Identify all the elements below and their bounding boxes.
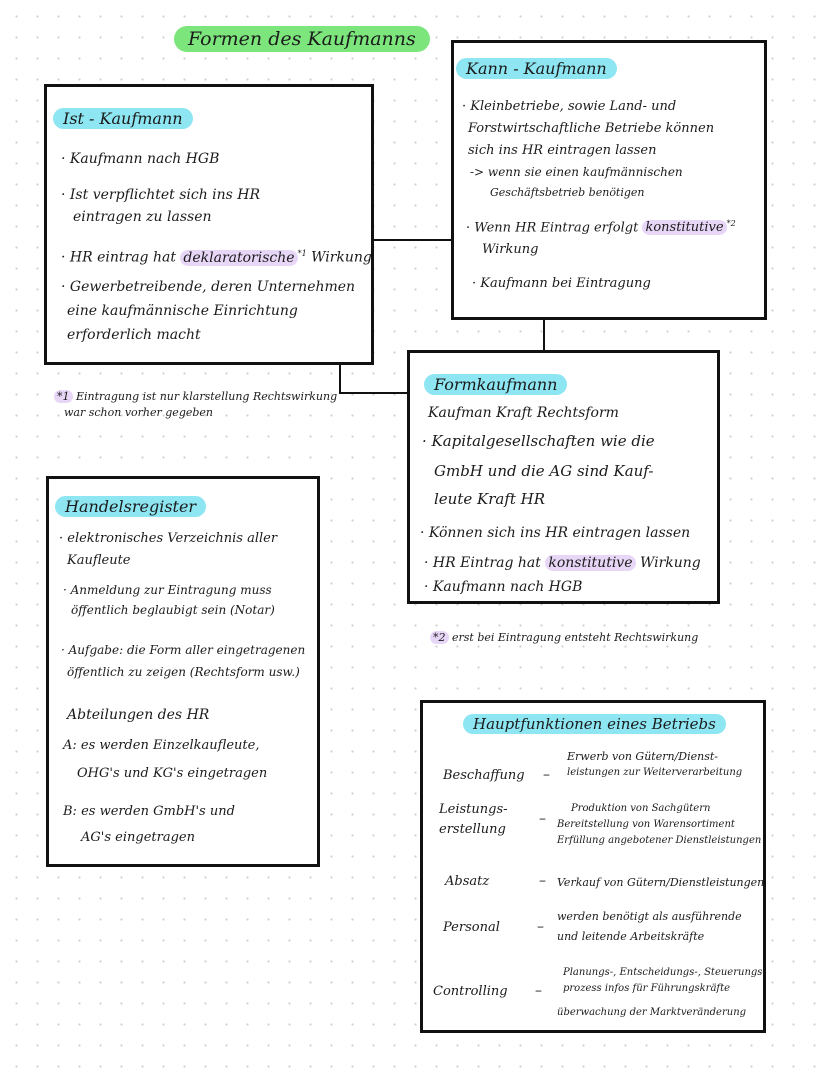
- hr-line-2: Kaufleute: [67, 553, 131, 568]
- func-dash: –: [535, 983, 542, 999]
- form-kaufmann-box: [407, 350, 720, 604]
- hauptfunktionen-box: [420, 700, 766, 1033]
- form-line-7: · Kaufmann nach HGB: [424, 579, 583, 595]
- func-term-leistung-1: Leistungs-: [439, 802, 508, 817]
- func-desc-absatz-1: Verkauf von Gütern/Dienstleistungen: [557, 876, 765, 889]
- hr-line-3: · Anmeldung zur Eintragung muss: [63, 583, 272, 597]
- page-title: Formen des Kaufmanns: [174, 28, 430, 50]
- form-line-2: · Kapitalgesellschaften wie die: [422, 432, 655, 450]
- kann-line-1: · Kleinbetriebe, sowie Land- und: [462, 99, 677, 114]
- hr-line-1: · elektronisches Verzeichnis aller: [59, 531, 278, 546]
- kann-kaufmann-box: [451, 40, 767, 320]
- func-desc-beschaffung-2: leistungen zur Weiterverarbeitung: [567, 767, 743, 778]
- hr-line-10: B: es werden GmbH's und: [63, 804, 235, 819]
- kann-line-6: · Wenn HR Eintrag erfolgt konstitutive $^{*2}$: [466, 219, 736, 236]
- func-dash: –: [543, 767, 550, 783]
- footnote-1-line-2: war schon vorher gegeben: [64, 406, 214, 419]
- ist-kaufmann-heading: Ist - Kaufmann: [53, 109, 193, 128]
- hr-line-8: A: es werden Einzelkaufleute,: [63, 738, 260, 753]
- handelsregister-box: [46, 476, 320, 867]
- hr-line-5: · Aufgabe: die Form aller eingetragenen: [61, 643, 306, 657]
- func-term-beschaffung: Beschaffung: [443, 768, 525, 783]
- func-term-absatz: Absatz: [445, 874, 490, 889]
- hr-line-7: Abteilungen des HR: [67, 707, 210, 723]
- form-line-5: · Können sich ins HR eintragen lassen: [420, 525, 691, 541]
- connector-ist-kann: [372, 239, 453, 241]
- form-line-6: · HR Eintrag hat konstitutive Wirkung: [424, 555, 701, 571]
- kann-line-3: sich ins HR eintragen lassen: [468, 143, 657, 158]
- hr-line-4: öffentlich beglaubigt sein (Notar): [71, 603, 275, 617]
- ist-line-4a: · Gewerbetreibende, deren Unternehmen: [61, 279, 356, 295]
- ist-kaufmann-box: [44, 84, 374, 365]
- kann-line-7: Wirkung: [482, 242, 539, 257]
- func-desc-leistung-3: Erfüllung angebotener Dienstleistungen: [557, 835, 762, 846]
- hr-line-11: AG's eingetragen: [81, 830, 195, 845]
- hauptfunktionen-heading: Hauptfunktionen eines Betriebs: [463, 715, 726, 733]
- ist-line-3: · HR eintrag hat deklaratorische $^{*1}$ Wirkung: [61, 249, 372, 266]
- func-desc-beschaffung-1: Erwerb von Gütern/Dienst-: [567, 750, 718, 763]
- func-term-leistung-2: erstellung: [439, 822, 506, 837]
- ist-line-2a: · Ist verpflichtet sich ins HR: [61, 187, 261, 203]
- func-dash: –: [539, 873, 546, 889]
- hr-line-9: OHG's und KG's eingetragen: [77, 766, 268, 781]
- form-line-3: GmbH und die AG sind Kauf-: [434, 462, 654, 480]
- form-line-1: Kaufman Kraft Rechtsform: [428, 405, 619, 421]
- kann-kaufmann-heading: Kann - Kaufmann: [456, 59, 617, 78]
- hr-line-6: öffentlich zu zeigen (Rechtsform usw.): [67, 665, 300, 679]
- func-desc-controlling-1: Planungs-, Entscheidungs-, Steuerungs-: [563, 967, 766, 978]
- footnote-2: *2 erst bei Eintragung entsteht Rechtswirkung: [430, 630, 698, 645]
- form-kaufmann-heading: Formkaufmann: [424, 375, 567, 394]
- func-desc-personal-1: werden benötigt als ausführende: [557, 910, 742, 923]
- kann-line-8: · Kaufmann bei Eintragung: [472, 276, 651, 291]
- connector-ist-form-h: [339, 392, 409, 394]
- handelsregister-heading: Handelsregister: [55, 497, 206, 516]
- ist-line-1: · Kaufmann nach HGB: [61, 151, 220, 167]
- connector-ist-form-v: [339, 363, 341, 393]
- func-desc-controlling-2: prozess infos für Führungskräfte: [563, 983, 731, 994]
- func-dash: –: [539, 811, 546, 827]
- func-desc-leistung-2: Bereitstellung von Warensortiment: [557, 819, 735, 830]
- func-desc-controlling-3: überwachung der Marktveränderung: [557, 1007, 747, 1018]
- ist-line-4c: erforderlich macht: [67, 327, 201, 343]
- func-desc-leistung-1: Produktion von Sachgütern: [571, 803, 711, 814]
- ist-line-2b: eintragen zu lassen: [73, 209, 212, 225]
- form-line-4: leute Kraft HR: [434, 490, 546, 508]
- func-dash: –: [537, 919, 544, 935]
- func-desc-personal-2: und leitende Arbeitskräfte: [557, 930, 705, 943]
- footnote-1: *1 Eintragung ist nur klarstellung Rechtswirkung: [54, 389, 337, 404]
- kann-line-5: Geschäftsbetrieb benötigen: [490, 186, 645, 199]
- connector-kann-form: [543, 318, 545, 352]
- ist-line-4b: eine kaufmännische Einrichtung: [67, 303, 298, 319]
- func-term-personal: Personal: [443, 920, 500, 935]
- kann-line-2: Forstwirtschaftliche Betriebe können: [468, 121, 715, 136]
- kann-line-4: -> wenn sie einen kaufmännischen: [470, 165, 683, 179]
- func-term-controlling: Controlling: [433, 984, 508, 999]
